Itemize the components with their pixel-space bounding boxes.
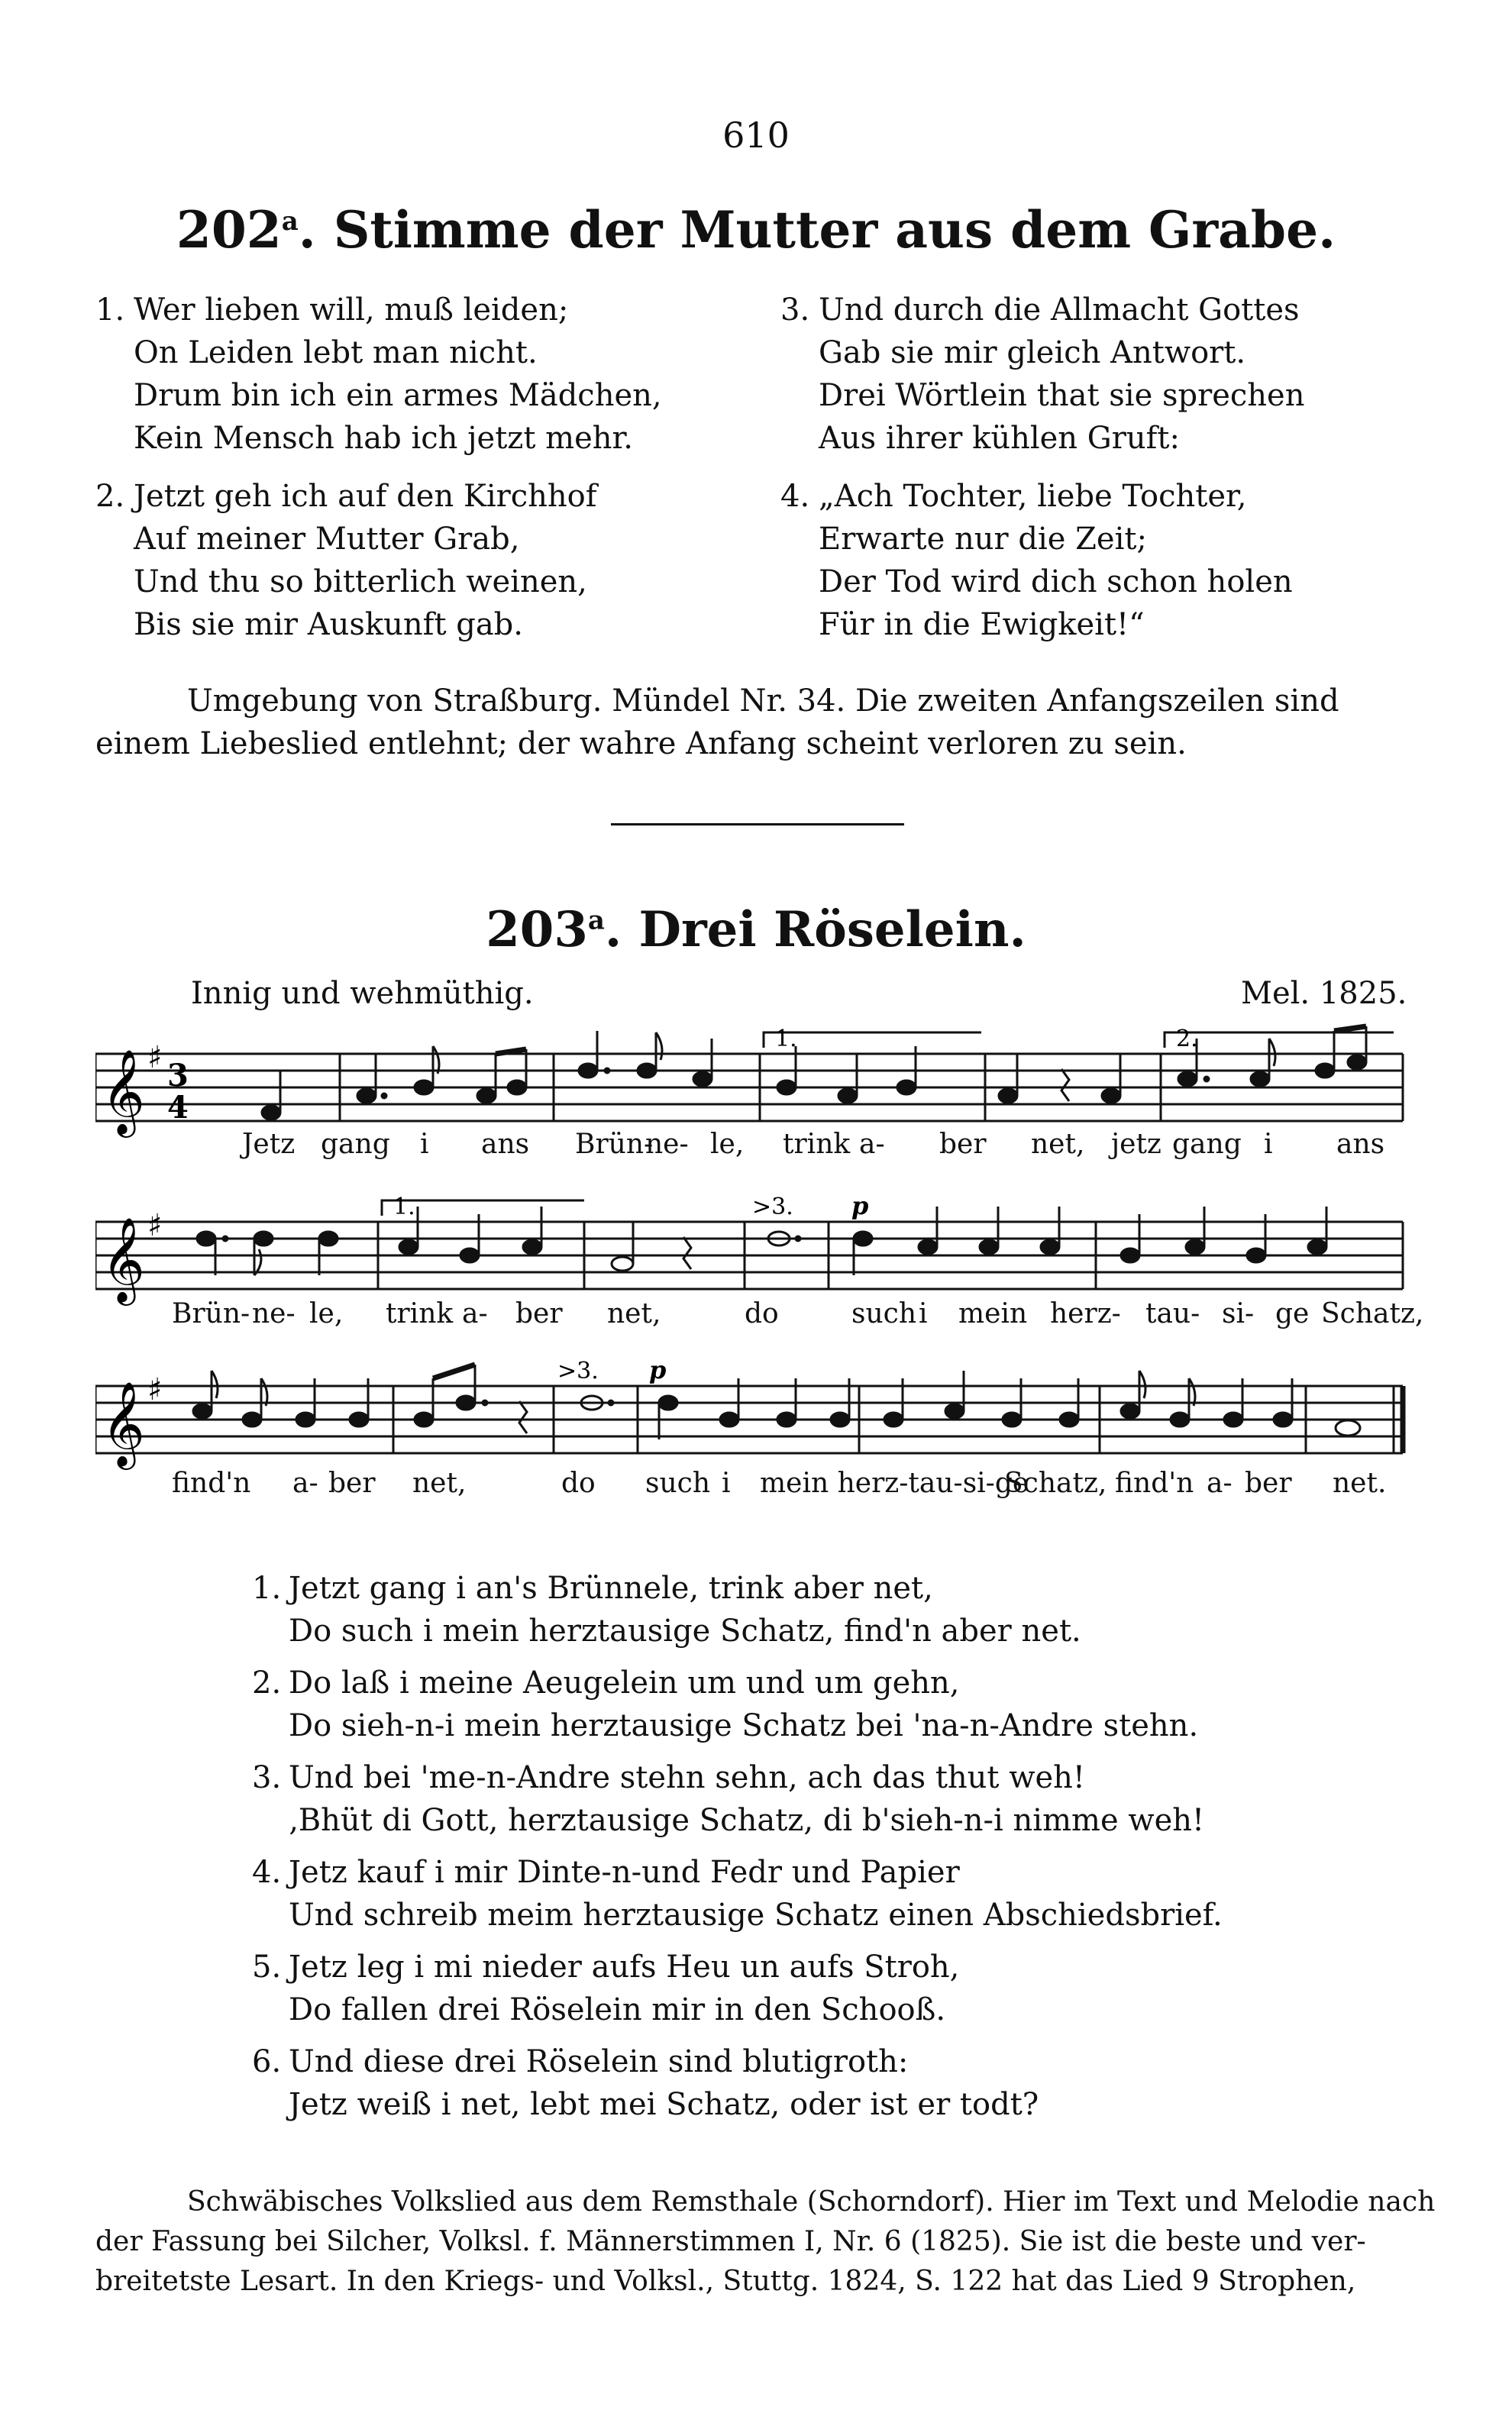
stanza-line: Auf meiner Mutter Grab,: [134, 522, 520, 557]
verse-line: Do laß i meine Aeugelein um und um gehn,: [289, 1665, 960, 1701]
stanza-line: Und durch die Allmacht Gottes: [819, 292, 1300, 328]
song-203-title: [0, 901, 1512, 958]
stanza-line: Der Tod wird dich schon holen: [819, 564, 1293, 599]
stanza-line: Aus ihrer kühlen Gruft:: [819, 421, 1180, 456]
key-signature-sharp: ♯: [147, 1208, 163, 1243]
verse-number: 4.: [252, 1855, 282, 1890]
stanza-line: Erwarte nur die Zeit;: [819, 522, 1147, 557]
treble-clef-icon: 𝄞: [102, 1216, 145, 1302]
lyric-syllable: Schatz,: [1004, 1468, 1107, 1499]
song-202-note-line-2: einem Liebeslied entlehnt; der wahre Anfang scheint verloren zu sein.: [95, 726, 1187, 761]
lyric-syllable: net,: [1031, 1129, 1085, 1160]
lyric-syllable: tau-: [1145, 1298, 1200, 1329]
volta-2-label: 2.: [1176, 1026, 1198, 1052]
page-number: 610: [722, 115, 790, 156]
lyric-syllable: gang: [1172, 1129, 1242, 1160]
treble-clef-icon: 𝄞: [102, 1048, 145, 1134]
lyric-syllable: ans: [481, 1129, 530, 1160]
lyric-syllable: gang: [321, 1129, 390, 1160]
stanza-202-2: [95, 475, 597, 646]
lyric-syllable: ans: [1336, 1129, 1385, 1160]
stanza-line: Gab sie mir gleich Antwort.: [819, 335, 1246, 370]
lyric-syllable: find'n: [172, 1468, 251, 1499]
verse-line: Jetz kauf i mir Dinte-n-und Fedr und Papier: [289, 1855, 960, 1890]
lyric-syllable: find'n: [1115, 1468, 1194, 1499]
lyrics-row-3: [95, 1468, 1409, 1514]
lyric-syllable: mein: [958, 1298, 1028, 1329]
stanza-202-4: [780, 475, 1293, 646]
lyric-syllable: i: [1264, 1129, 1273, 1160]
lyrics-row-1: [95, 1129, 1409, 1174]
lyric-syllable: mein herz-tau-si-ge: [760, 1468, 1029, 1499]
volta-1-label: 1.: [393, 1194, 415, 1220]
lyric-syllable: trink: [386, 1298, 454, 1329]
stanza-line: „Ach Tochter, liebe Tochter,: [819, 479, 1247, 514]
key-signature-sharp: ♯: [147, 1040, 163, 1075]
lyric-syllable: net,: [607, 1298, 661, 1329]
lyric-syllable: do: [745, 1298, 779, 1329]
stanza-number: 1.: [95, 292, 125, 328]
melody-source: Mel. 1825.: [1241, 976, 1407, 1011]
lyric-syllable: ne-: [252, 1298, 296, 1329]
time-signature-top: 3: [167, 1058, 189, 1094]
lyric-syllable: a-: [859, 1129, 885, 1160]
song-202-number: 202: [176, 200, 282, 260]
stanza-line: Für in die Ewigkeit!“: [819, 607, 1145, 642]
stanza-202-3: [780, 289, 1304, 460]
song-202-suffix: a: [281, 206, 299, 237]
song-203-number: 203: [486, 901, 588, 958]
key-signature-sharp: ♯: [147, 1372, 163, 1407]
verse-line: Und bei 'me-n-Andre stehn sehn, ach das thut weh!: [289, 1760, 1085, 1795]
stanza-line: Kein Mensch hab ich jetzt mehr.: [134, 421, 633, 456]
stanza-line: Und thu so bitterlich weinen,: [134, 564, 587, 599]
verse-number: 5.: [252, 1950, 282, 1985]
footnote-line: breitetste Lesart. In den Kriegs- und Volksl., Stuttg. 1824, S. 122 hat das Lied 9 Strophen,: [95, 2266, 1356, 2297]
stanza-number: 3.: [780, 292, 810, 328]
tempo-marking: Innig und wehmüthig.: [191, 976, 534, 1011]
stanza-line: On Leiden lebt man nicht.: [134, 335, 538, 370]
lyric-syllable: trink: [783, 1129, 851, 1160]
lyric-syllable: le,: [710, 1129, 745, 1160]
lyric-syllable: net,: [412, 1468, 467, 1499]
lyric-syllable: such: [851, 1298, 917, 1329]
verse-number: 3.: [252, 1760, 282, 1795]
footnote-line: Schwäbisches Volkslied aus dem Remsthale (Schorndorf). Hier im Text und Melodie nach: [187, 2186, 1436, 2218]
lyric-syllable: a-: [292, 1468, 318, 1499]
volta-1-label: 1.: [775, 1026, 797, 1052]
verse-3: [252, 1756, 1223, 1842]
verse-2: [252, 1662, 1223, 1747]
lyric-syllable: Jetz: [242, 1129, 296, 1160]
song-203-suffix: a: [587, 905, 605, 936]
verse-number: 6.: [252, 2044, 282, 2079]
verse-4: [252, 1851, 1223, 1937]
lyric-syllable: ne-: [645, 1129, 689, 1160]
lyric-syllable: Schatz,: [1321, 1298, 1424, 1329]
lyric-syllable: le,: [309, 1298, 344, 1329]
stanza-line: Drei Wörtlein that sie sprechen: [819, 378, 1305, 413]
song-203-title-text: . Drei Röselein.: [604, 901, 1026, 958]
stanza-number: 4.: [780, 479, 810, 514]
lyric-syllable: ber: [328, 1468, 376, 1499]
lyric-syllable: jetz: [1111, 1129, 1161, 1160]
verse-line: Jetz weiß i net, lebt mei Schatz, oder ist er todt?: [289, 2087, 1039, 2122]
lyric-syllable: Brün-: [172, 1298, 250, 1329]
verse-number: 1.: [252, 1571, 282, 1606]
lyric-syllable: ber: [939, 1129, 987, 1160]
section-divider: [611, 823, 904, 825]
lyric-syllable: a-: [1207, 1468, 1233, 1499]
stanza-line: Jetzt geh ich auf den Kirchhof: [134, 479, 597, 514]
verse-5: [252, 1946, 1223, 2031]
song-202-title: [0, 200, 1512, 260]
time-signature-bottom: 4: [167, 1090, 189, 1126]
verse-number: 2.: [252, 1665, 282, 1701]
lyric-syllable: such: [645, 1468, 711, 1499]
stanza-202-1: [95, 289, 662, 460]
lyric-syllable: Brün-: [575, 1129, 654, 1160]
verse-line: Und schreib meim herztausige Schatz einen Abschiedsbrief.: [289, 1898, 1223, 1933]
song-203-footnote: [95, 2182, 1436, 2302]
lyric-syllable: a-: [462, 1298, 488, 1329]
lyric-syllable: ber: [515, 1298, 563, 1329]
lyric-syllable: i: [722, 1468, 731, 1499]
lyric-syllable: i: [919, 1298, 928, 1329]
footnote-line: der Fassung bei Silcher, Volksl. f. Männerstimmen I, Nr. 6 (1825). Sie ist die beste und ver-: [95, 2226, 1366, 2257]
lyric-syllable: i: [420, 1129, 429, 1160]
lyric-syllable: ber: [1245, 1468, 1292, 1499]
verse-1: [252, 1567, 1223, 1652]
verse-line: ‚Bhüt di Gott, herztausige Schatz, di b'sieh-n-i nimme weh!: [289, 1803, 1205, 1838]
lyrics-row-2: [95, 1298, 1424, 1344]
verse-line: Und diese drei Röselein sind blutigroth:: [289, 2044, 909, 2079]
dynamic-piano: p: [851, 1191, 869, 1220]
verse-line: Do fallen drei Röselein mir in den Schooß.: [289, 1992, 946, 2027]
song-202-note-line-1: Umgebung von Straßburg. Mündel Nr. 34. Die zweiten Anfangszeilen sind: [187, 683, 1339, 719]
stanza-line: Bis sie mir Auskunft gab.: [134, 607, 523, 642]
staff-1-notes: [262, 1026, 1366, 1119]
lyric-syllable: herz-: [1050, 1298, 1121, 1329]
lyric-syllable: do: [561, 1468, 596, 1499]
stanza-line: Drum bin ich ein armes Mädchen,: [134, 378, 662, 413]
accent-mark: >3.: [752, 1194, 793, 1220]
accent-mark: >3.: [557, 1358, 599, 1384]
treble-clef-icon: 𝄞: [102, 1381, 145, 1466]
verse-6: [252, 2040, 1223, 2126]
lyric-syllable: ge: [1275, 1298, 1310, 1329]
lyric-syllable: net.: [1333, 1468, 1387, 1499]
lyric-syllable: si-: [1222, 1298, 1255, 1329]
verse-line: Jetzt gang i an's Brünnele, trink aber net,: [289, 1571, 933, 1606]
stanza-line: Wer lieben will, muß leiden;: [134, 292, 569, 328]
song-202-title-text: . Stimme der Mutter aus dem Grabe.: [298, 200, 1336, 260]
verse-line: Do sieh-n-i mein herztausige Schatz bei 'na-n-Andre stehn.: [289, 1708, 1199, 1743]
stanza-number: 2.: [95, 479, 125, 514]
dynamic-piano: p: [649, 1355, 667, 1384]
verse-line: Do such i mein herztausige Schatz, find'n aber net.: [289, 1614, 1081, 1649]
song-203-verses: [252, 1567, 1223, 2135]
verse-line: Jetz leg i mi nieder aufs Heu un aufs Stroh,: [289, 1950, 960, 1985]
